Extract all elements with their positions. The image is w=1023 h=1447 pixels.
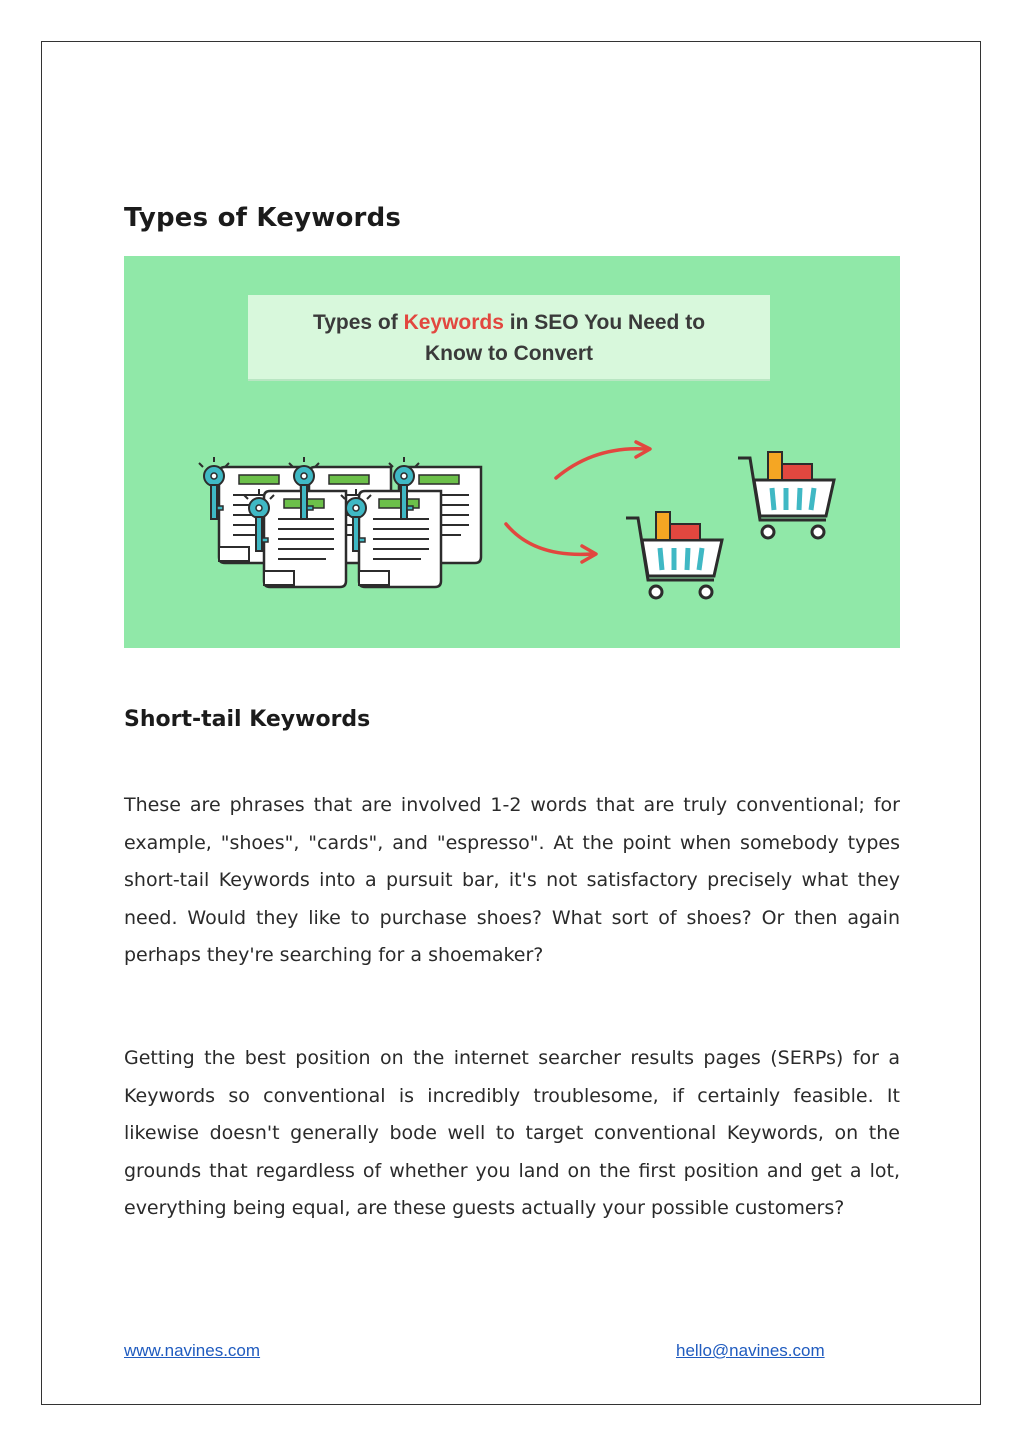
footer-email-link[interactable]: hello@navines.com (676, 1341, 825, 1360)
footer-website-link[interactable]: www.navines.com (124, 1341, 261, 1360)
page-title: Types of Keywords (124, 203, 402, 233)
banner-title-line-2: Know to Convert (425, 342, 593, 365)
body-paragraph: Getting the best position on the internet searcher results pages (SERPs) for a Keywords so conventional is incredibly troublesome, if certainly feasible. It likewise doesn't generally bode well to target conventional Keywords, on the grounds that regardless of whether you land on the first position and get a lot, everything being equal, are these guests actually your possible customers? (124, 1047, 900, 1220)
hero-banner-image (124, 256, 900, 648)
banner-title-highlight: Keywords (403, 311, 504, 334)
arrow-icon (506, 442, 650, 562)
banner-illustration (124, 256, 900, 648)
section-heading: Short-tail Keywords (124, 707, 371, 732)
banner-title-prefix: Types of (312, 311, 404, 334)
document-key-icon-group (199, 457, 481, 587)
banner-title-suffix: in SEO You Need to (503, 311, 706, 334)
body-paragraph: These are phrases that are involved 1-2 words that are truly conventional; for example, "shoes", "cards", and "espresso". At the point when somebody types short-tail Keywords into a pursuit bar, it's not satisfactory precisely what they need. Would they like to purchase shoes? What sort of shoes? Or then again perhaps they're searching for a shoemaker? (124, 794, 900, 967)
shopping-cart-icon (626, 452, 834, 598)
